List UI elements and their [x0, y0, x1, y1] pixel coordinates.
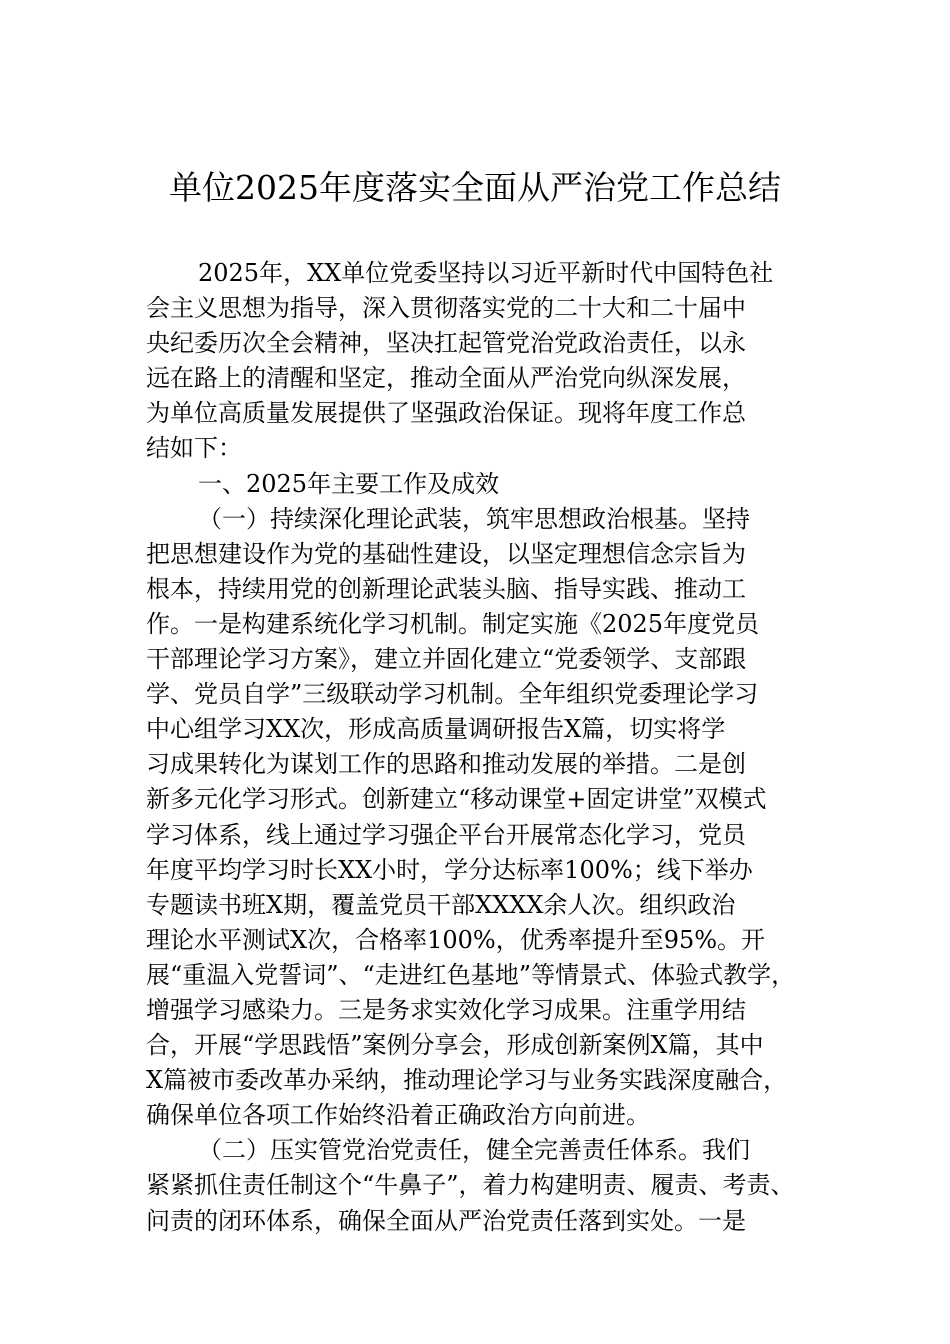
text-line: X篇被市委改革办采纳，推动理论学习与业务实践深度融合，	[146, 1066, 788, 1095]
text-line: 展“重温入党誓词”、“走进红色基地”等情景式、体验式教学，	[146, 960, 796, 989]
text-line: 确保单位各项工作始终沿着正确政治方向前进。	[146, 1101, 650, 1130]
text-line: 干部理论学习方案》，建立并固化建立“党委领学、支部跟	[146, 645, 747, 674]
text-line: （二）压实管党治党责任，健全完善责任体系。我们	[198, 1136, 750, 1165]
text-line: 合，开展“学思践悟”案例分享会，形成创新案例X篇，其中	[146, 1031, 764, 1060]
text-line: 为单位高质量发展提供了坚强政治保证。现将年度工作总	[146, 399, 746, 428]
document-title: 单位2025年度落实全面从严治党工作总结	[169, 168, 781, 207]
text-line: 作。一是构建系统化学习机制。制定实施《2025年度党员	[146, 609, 760, 638]
document-body	[146, 256, 836, 1239]
text-line: 问责的闭环体系，确保全面从严治党责任落到实处。一是	[146, 1206, 746, 1235]
text-line: 把思想建设作为党的基础性建设，以坚定理想信念宗旨为	[146, 539, 746, 568]
text-line: 2025年，XX单位党委坚持以习近平新时代中国特色社	[198, 259, 774, 287]
text-line: 学、党员自学”三级联动学习机制。全年组织党委理论学习	[146, 680, 759, 709]
text-line: 远在路上的清醒和坚定，推动全面从严治党向纵深发展，	[146, 364, 746, 393]
text-line: 央纪委历次全会精神，坚决扛起管党治党政治责任，以永	[146, 329, 746, 358]
text-line: 新多元化学习形式。创新建立“移动课堂+固定讲堂”双模式	[146, 785, 767, 814]
text-line: （一）持续深化理论武装，筑牢思想政治根基。坚持	[198, 504, 750, 533]
text-line: 理论水平测试X次，合格率100%，优秀率提升至95%。开	[146, 925, 766, 954]
text-line: 根本，持续用党的创新理论武装头脑、指导实践、推动工	[146, 574, 746, 603]
text-line: 学习体系，线上通过学习强企平台开展常态化学习，党员	[146, 820, 746, 849]
text-line: 年度平均学习时长XX小时，学分达标率100%；线下举办	[146, 855, 753, 884]
text-line: 习成果转化为谋划工作的思路和推动发展的举措。二是创	[146, 750, 746, 779]
text-line: 一、2025年主要工作及成效	[198, 469, 500, 498]
text-line: 会主义思想为指导，深入贯彻落实党的二十大和二十届中	[146, 294, 746, 323]
text-line: 增强学习感染力。三是务求实效化学习成果。注重学用结	[146, 995, 746, 1024]
text-line: 中心组学习XX次，形成高质量调研报告X篇，切实将学	[146, 715, 726, 744]
text-line: 紧紧抓住责任制这个“牛鼻子”，着力构建明责、履责、考责、	[146, 1171, 795, 1200]
text-line: 结如下：	[146, 434, 242, 463]
text-line: 专题读书班X期，覆盖党员干部XXXX余人次。组织政治	[146, 890, 736, 919]
